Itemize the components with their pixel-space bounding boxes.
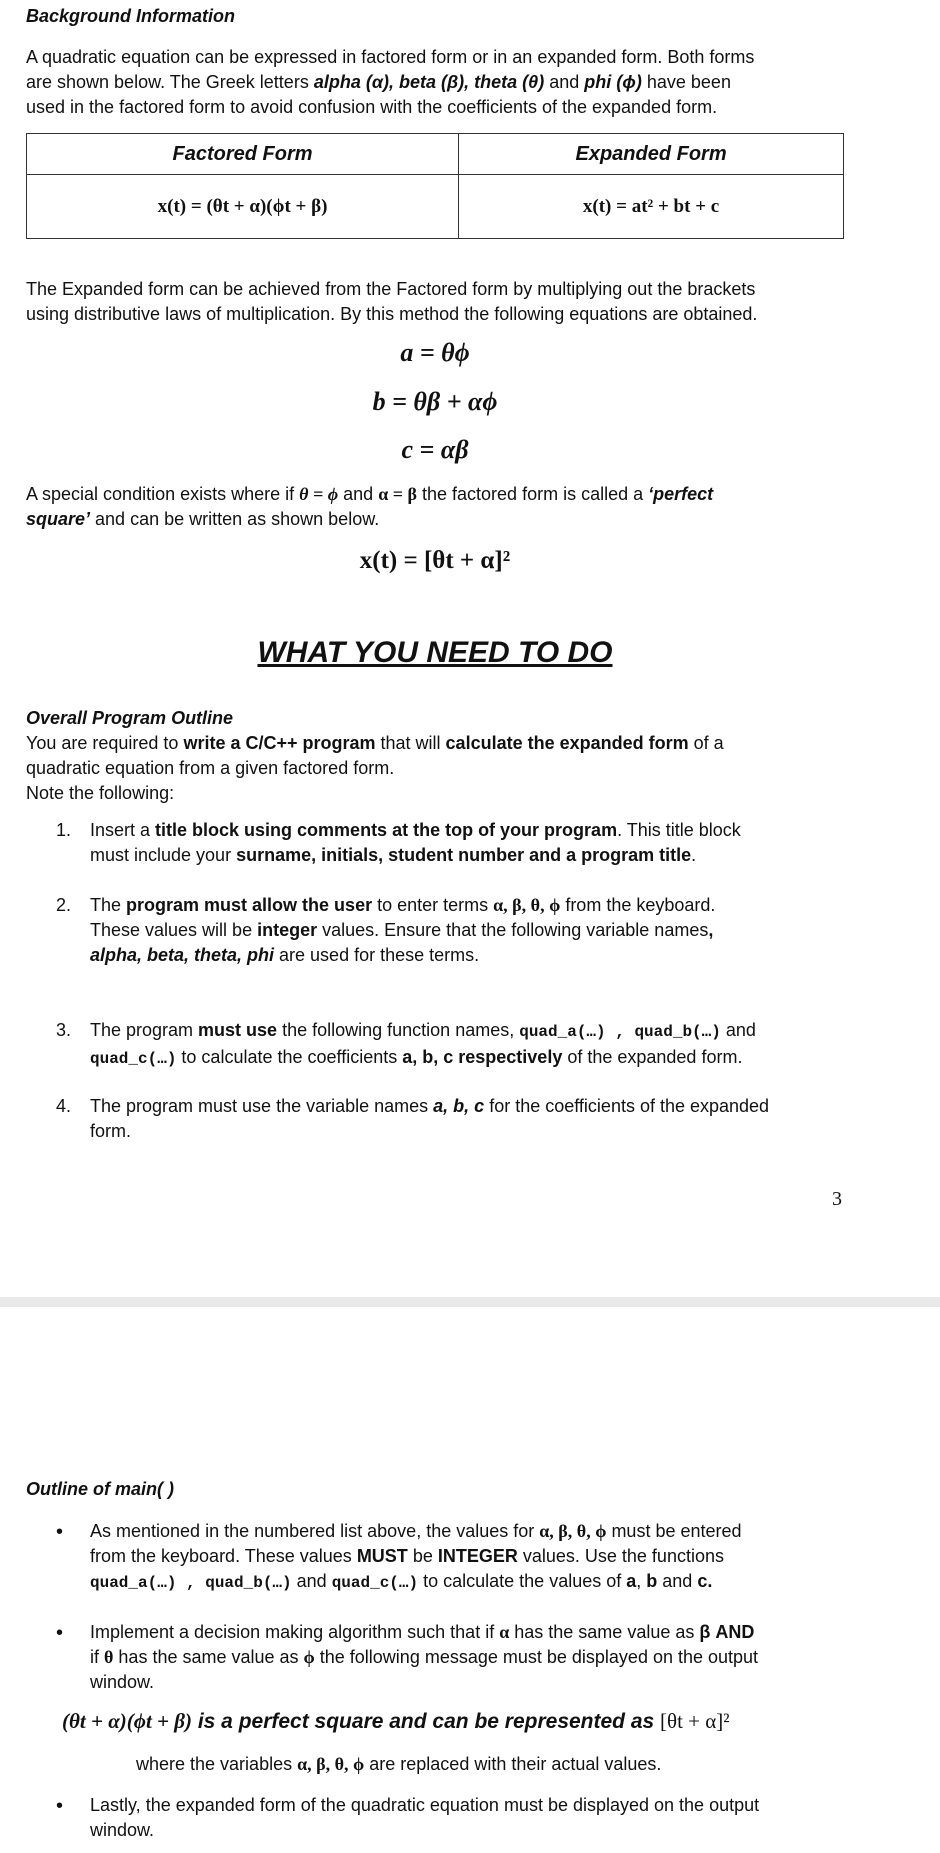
- what-you-need-to-do-heading: WHAT YOU NEED TO DO: [257, 636, 613, 669]
- forms-table: [26, 133, 844, 239]
- list-item-3: The program must use the following function names, quad_a(…) , quad_b(…) and quad_c(…) to calculate the coefficients a, b, c respectively of the expanded form.: [90, 1020, 756, 1068]
- list-item-number-2: 2.: [56, 895, 72, 915]
- list-item-number-4: 4.: [56, 1096, 72, 1116]
- document-page-2: [0, 1307, 940, 1853]
- bullet-icon: •: [56, 1622, 64, 1644]
- outline-line-1: You are required to write a C/C++ program that will calculate the expanded form of a: [26, 733, 724, 753]
- intro-line-2: are shown below. The Greek letters alpha (α), beta (β), theta (θ) and phi (ϕ) have been: [26, 72, 731, 92]
- overall-outline: [26, 706, 856, 806]
- intro-paragraph: [26, 45, 856, 120]
- page-number: 3: [832, 1188, 842, 1210]
- special-line-1: A special condition exists where if θ = ϕ and α = β the factored form is called a ‘perfect: [26, 484, 714, 504]
- where-variables-note: where the variables α, β, θ, ϕ are replaced with their actual values.: [136, 1754, 662, 1774]
- factored-form-header: Factored Form: [27, 134, 459, 175]
- forms-table-header-row: [27, 134, 844, 175]
- expanded-line-1: The Expanded form can be achieved from the Factored form by multiplying out the brackets: [26, 279, 756, 299]
- intro-line-1: A quadratic equation can be expressed in factored form or in an expanded form. Both forms: [26, 47, 755, 67]
- main-outline-heading: Outline of main( ): [26, 1479, 174, 1499]
- outline-line-2: quadratic equation from a given factored form.: [26, 758, 395, 778]
- intro-line-3: used in the factored form to avoid confusion with the coefficients of the expanded form.: [26, 97, 718, 117]
- bullet-icon: •: [56, 1795, 64, 1817]
- special-line-2: square’ and can be written as shown below.: [26, 509, 380, 529]
- overall-outline-heading: Overall Program Outline: [26, 708, 234, 728]
- page-separator: [0, 1297, 940, 1307]
- list-item-number-3: 3.: [56, 1020, 72, 1040]
- list-item-2: The program must allow the user to enter terms α, β, θ, ϕ from the keyboard. These values will be integer values. Ensure that the following variable names, alpha, beta, theta, phi are used for these terms.: [90, 895, 716, 965]
- list-item-1: Insert a title block using comments at the top of your program. This title block must include your surname, initials, student number and a program title.: [90, 820, 741, 865]
- factored-form-cell: x(t) = (θt + α)(ϕt + β): [27, 175, 459, 239]
- expanded-line-2: using distributive laws of multiplication. By this method the following equations are obtained.: [26, 304, 758, 324]
- bullet-icon: •: [56, 1521, 64, 1543]
- expanded-paragraph: [26, 277, 856, 327]
- perfect-square-equation: x(t) = [θt + α]²: [359, 547, 511, 574]
- bullet-item-2: Implement a decision making algorithm such that if α has the same value as β AND if θ has the same value as ϕ the following message must be displayed on the output window.: [90, 1622, 759, 1692]
- background-heading: Background Information: [26, 6, 236, 26]
- outline-line-3: Note the following:: [26, 783, 175, 803]
- equation-b: b = θβ + αϕ: [372, 387, 498, 416]
- expanded-form-header: Expanded Form: [459, 134, 844, 175]
- expanded-form-cell: x(t) = at² + bt + c: [459, 175, 844, 239]
- list-item-4: The program must use the variable names a, b, c for the coefficients of the expanded form.: [90, 1096, 770, 1141]
- equation-c: c = αβ: [401, 435, 469, 464]
- equation-a: a = θϕ: [400, 338, 470, 367]
- bullet-item-3: Lastly, the expanded form of the quadratic equation must be displayed on the output window.: [90, 1795, 760, 1840]
- list-item-number-1: 1.: [56, 820, 72, 840]
- forms-table-row: [27, 175, 844, 239]
- bullet-item-1: As mentioned in the numbered list above, the values for α, β, θ, ϕ must be entered from the keyboard. These values MUST be INTEGER values. Use the functions quad_a(…) , quad_b(…) and quad_c(…) to calculate the values of a, b and c.: [90, 1521, 742, 1592]
- special-condition-paragraph: [26, 482, 856, 532]
- perfect-square-message: (θt + α)(ϕt + β) is a perfect square and can be represented as [θt + α]²: [62, 1709, 730, 1733]
